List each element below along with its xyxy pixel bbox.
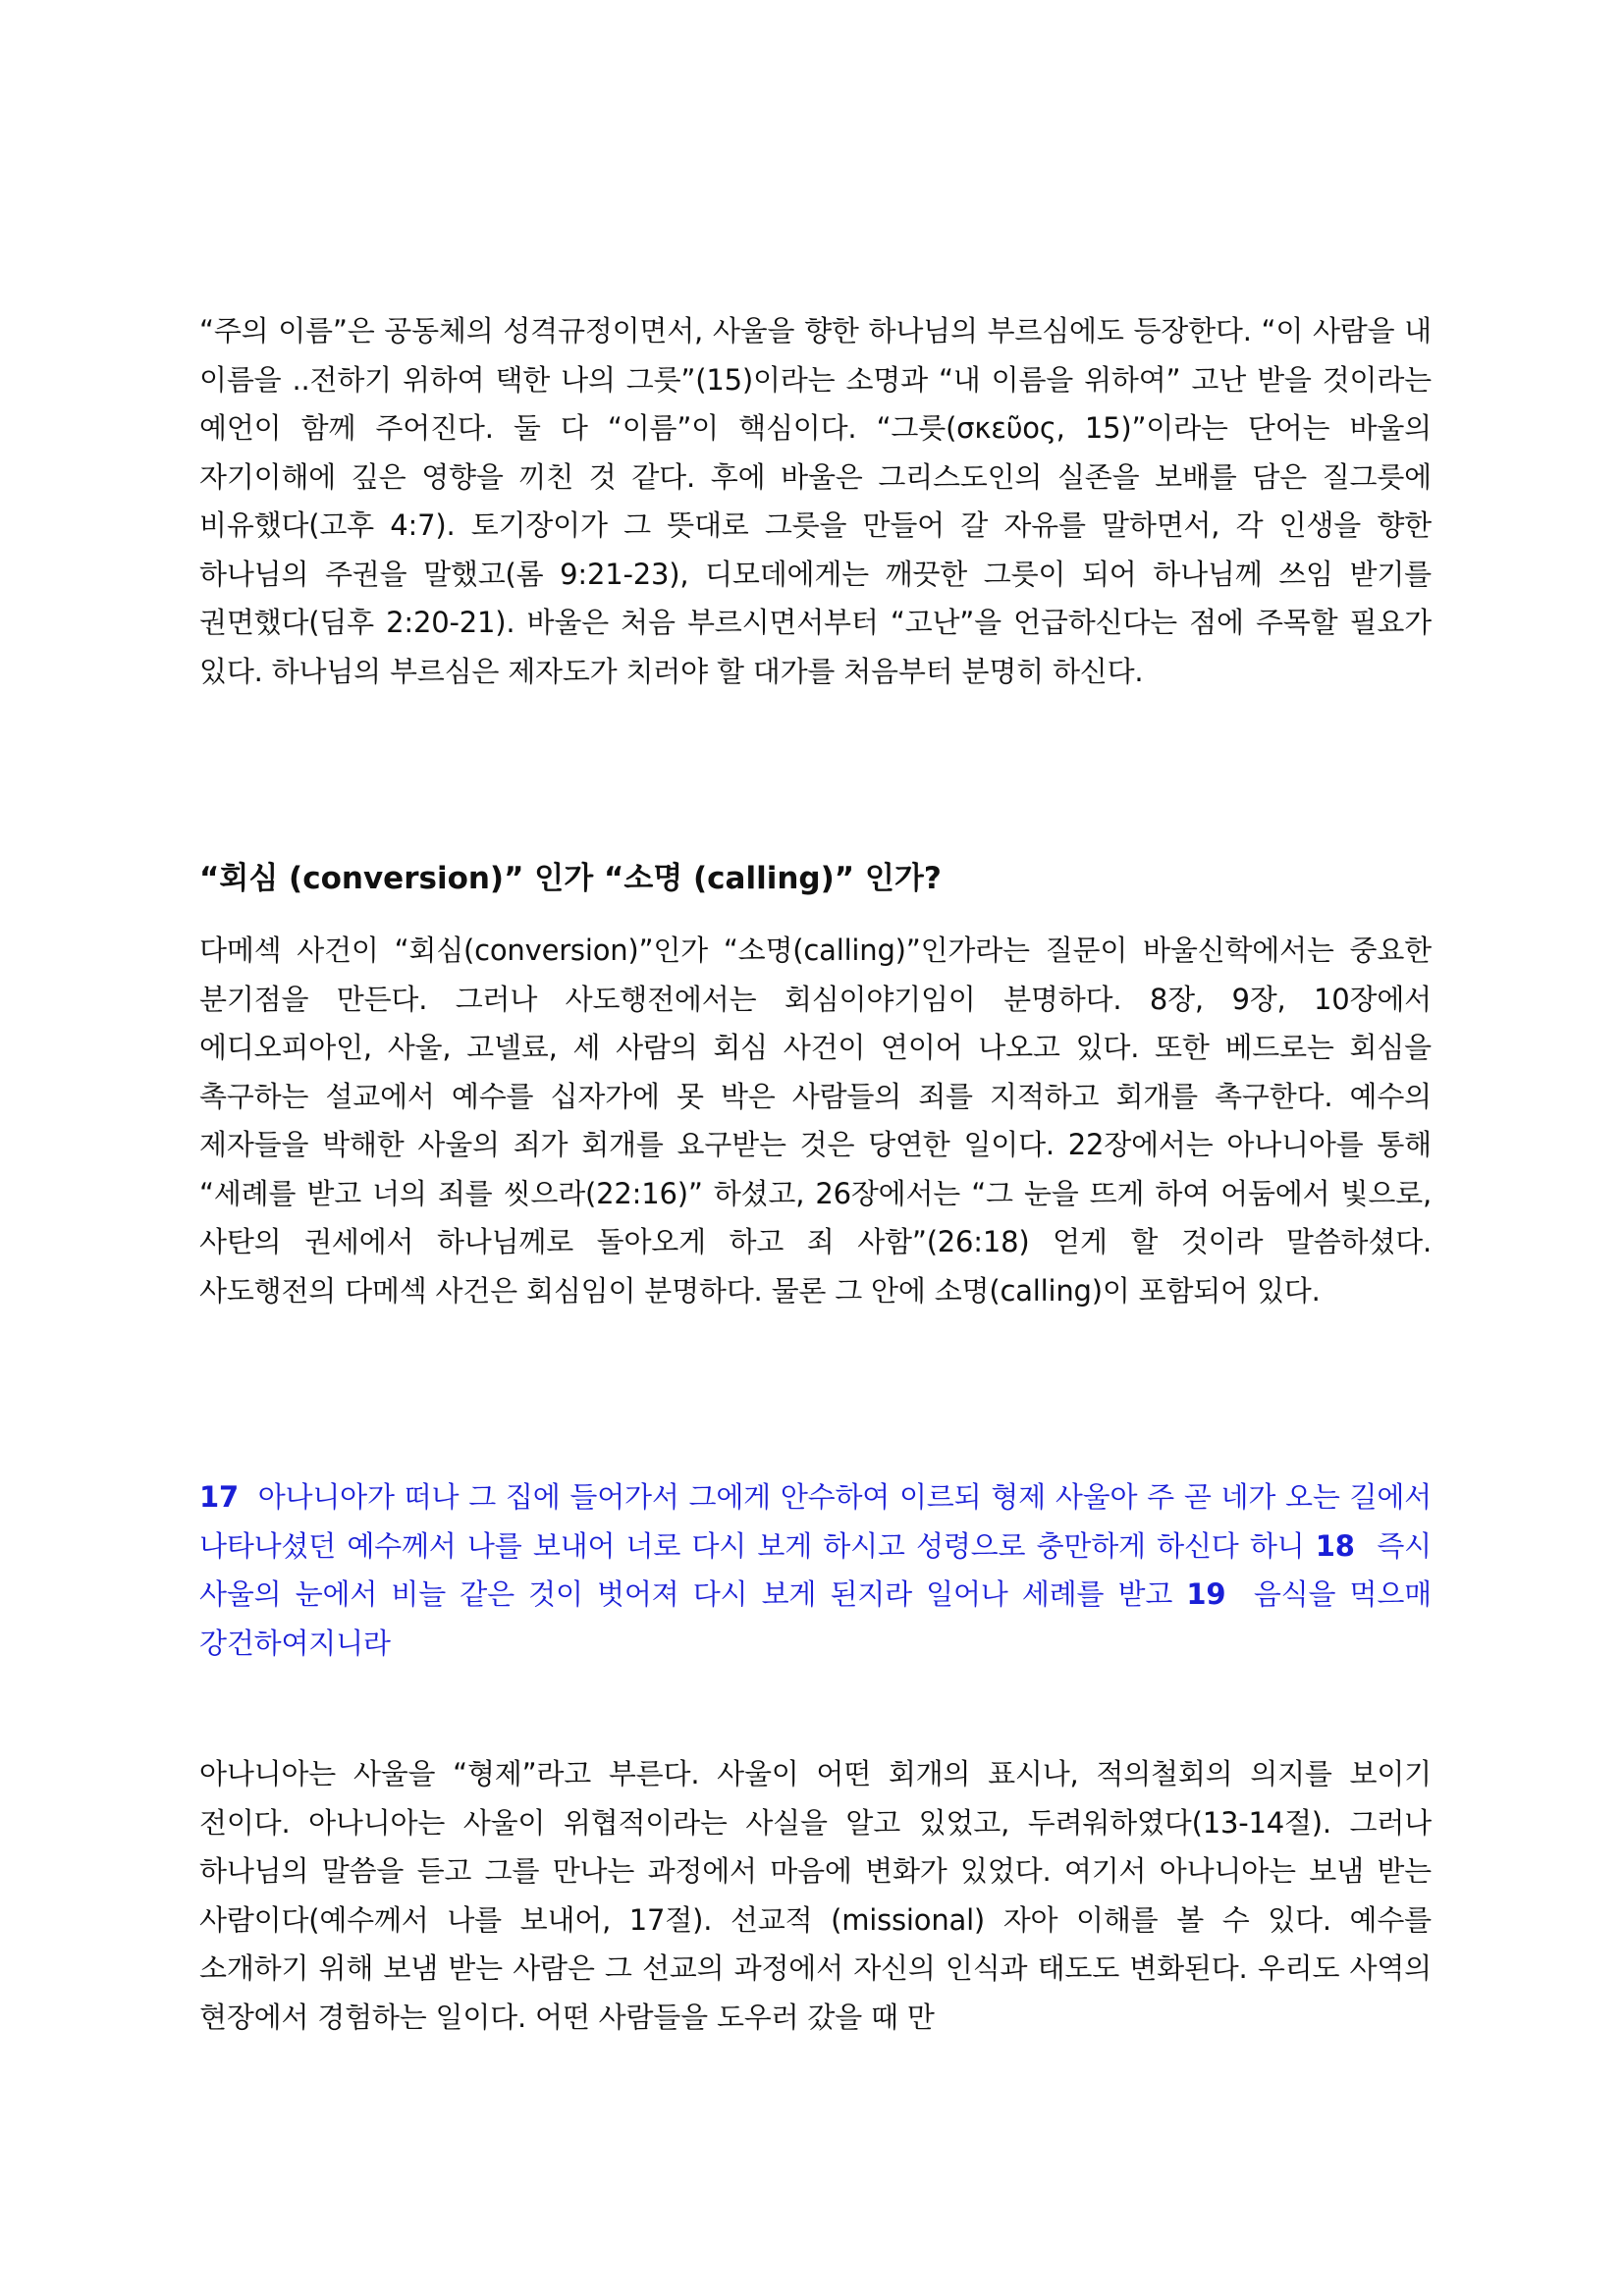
section-heading: “회심 (conversion)” 인가 “소명 (calling)” 인가? xyxy=(199,861,942,896)
paragraph-ananias xyxy=(199,1750,1432,2042)
verse-number: 18 xyxy=(1315,1528,1355,1563)
paragraph-text: “주의 이름”은 공동체의 성격규정이면서, 사울을 향한 하나님의 부르심에도 등장한다. “이 사람을 내 이름을 ..전하기 위하여 택한 나의 그릇”(15)이라는 소명과 “내 이름을 위하여” 고난 받을 것이라는 예언이 함께 주어진다. 둘 다 “이름”이 핵심이다. “그릇(σκεῦος, 15)”이라는 단어는 바울의 자기이해에 깊은 영향을 끼친 것 같다. 후에 바울은 그리스도인의 실존을 보배를 담은 질그릇에 비유했다(고후 4:7). 토기장이가 그 뜻대로 그릇을 만들어 갈 자유를 말하면서, 각 인생을 향한 하나님의 주권을 말했고(롬 9:21-23), 디모데에게는 깨끗한 그릇이 되어 하나님께 쓰임 받기를 권면했다(딤후 2:20-21). 바울은 처음 부르시면서부터 “고난”을 언급하신다는 점에 주목할 필요가 있다. 하나님의 부르심은 제자도가 치러야 할 대가를 처음부터 분명히 하신다. xyxy=(199,314,1433,688)
verse-text: 아나니아가 떠나 그 집에 들어가서 그에게 안수하여 이르되 형제 사울아 주 곧 네가 오는 길에서 나타나셨던 예수께서 나를 보내어 너로 다시 보게 하시고 성령으로 충만하게 하신다 하니 xyxy=(199,1480,1432,1563)
scripture-passage xyxy=(199,1473,1432,1668)
verse-text: 즉시 사울의 눈에서 비늘 같은 것이 벗어져 다시 보게 된지라 일어나 세례를 받고 xyxy=(199,1528,1432,1611)
paragraph-text: 아나니아는 사울을 “형제”라고 부른다. 사울이 어떤 회개의 표시나, 적의철회의 의지를 보이기 전이다. 아나니아는 사울이 위협적이라는 사실을 알고 있었고, 두려워하였다(13-14절). 그러나 하나님의 말씀을 듣고 그를 만나는 과정에서 마음에 변화가 있었다. 여기서 아나니아는 보냄 받는 사람이다(예수께서 나를 보내어, 17절). 선교적 (missional) 자아 이해를 볼 수 있다. 예수를 소개하기 위해 보냄 받는 사람은 그 선교의 과정에서 자신의 인식과 태도도 변화된다. 우리도 사역의 현장에서 경험하는 일이다. 어떤 사람들을 도우러 갔을 때 만 xyxy=(199,1757,1432,2034)
paragraph-vessel-calling xyxy=(199,307,1432,696)
paragraph-conversion-calling xyxy=(199,927,1432,1315)
verse-text: 음식을 먹으매 강건하여지니라 xyxy=(199,1577,1432,1660)
paragraph-text: 다메섹 사건이 “회심(conversion)”인가 “소명(calling)”인가라는 질문이 바울신학에서는 중요한 분기점을 만든다. 그러나 사도행전에서는 회심이야기임이 분명하다. 8장, 9장, 10장에서 에디오피아인, 사울, 고넬료, 세 사람의 회심 사건이 연이어 나오고 있다. 또한 베드로는 회심을 촉구하는 설교에서 예수를 십자가에 못 박은 사람들의 죄를 지적하고 회개를 촉구한다. 예수의 제자들을 박해한 사울의 죄가 회개를 요구받는 것은 당연한 일이다. 22장에서는 아나니아를 통해 “세례를 받고 너의 죄를 씻으라(22:16)” 하셨고, 26장에서는 “그 눈을 뜨게 하여 어둠에서 빛으로, 사탄의 권세에서 하나님께로 돌아오게 하고 죄 사함”(26:18) 얻게 할 것이라 말씀하셨다. 사도행전의 다메섹 사건은 회심임이 분명하다. 물론 그 안에 소명(calling)이 포함되어 있다. xyxy=(199,934,1432,1308)
scripture-text xyxy=(199,1473,1432,1668)
verse-number: 17 xyxy=(199,1480,239,1514)
verse-number: 19 xyxy=(1186,1577,1226,1611)
